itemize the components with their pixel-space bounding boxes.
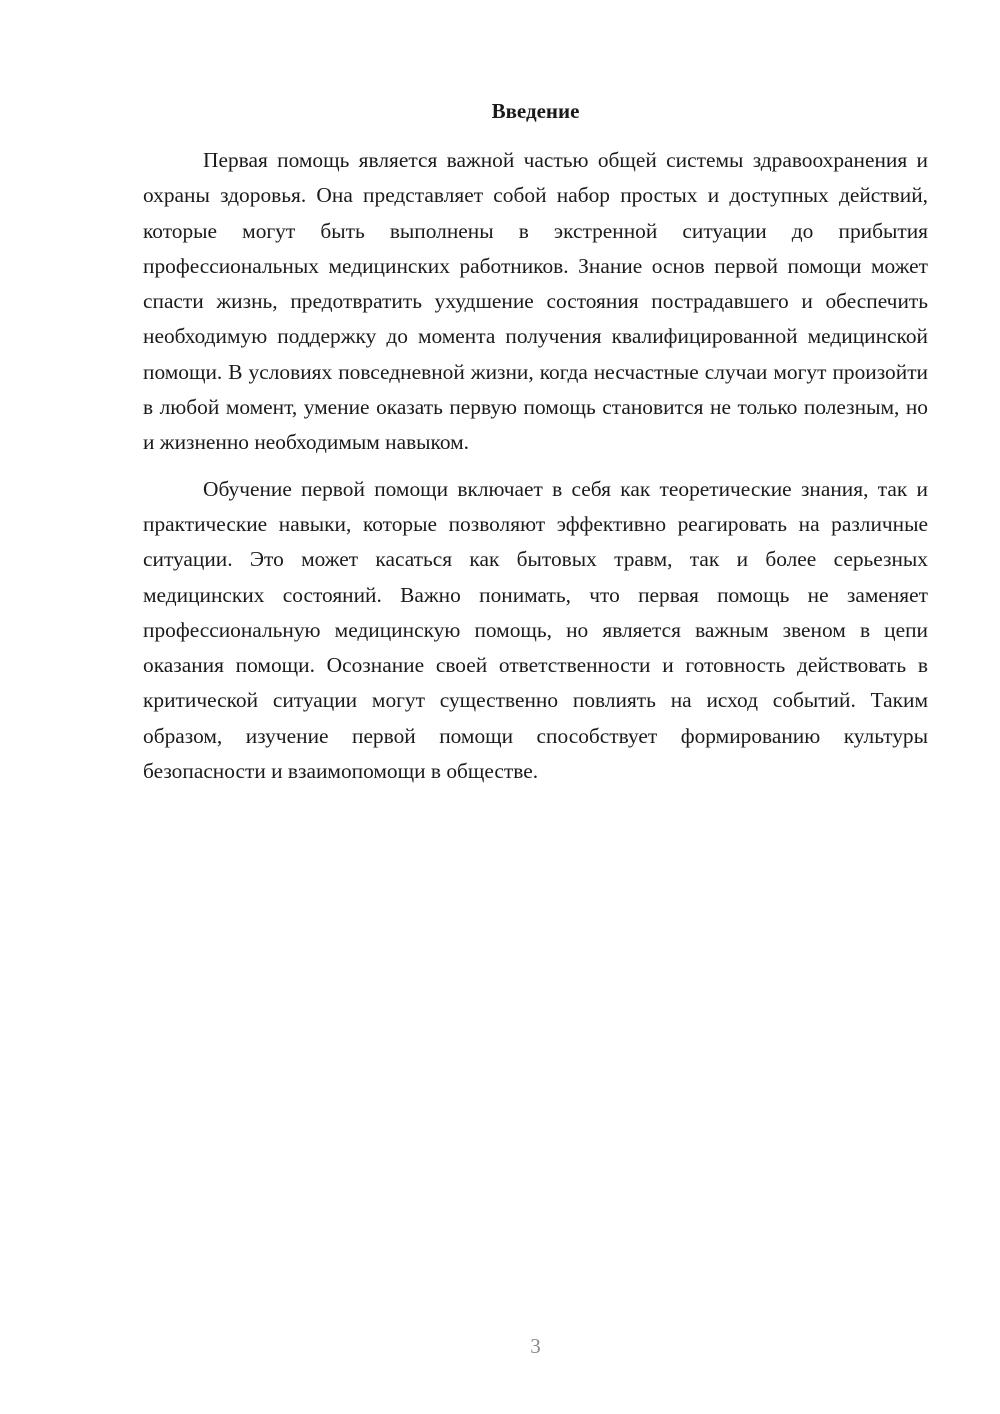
section-heading: Введение — [491, 99, 580, 123]
body-text — [143, 143, 928, 789]
paragraph: Обучение первой помощи включает в себя как теоретические знания, так и практические навыки, которые позволяют эффективно реагировать на различные ситуации. Это может касаться как бытовых травм, так и более серьезных медицинских состояний. Важно понимать, что первая помощь не заменяет профессиональную медицинскую помощь, но является важным звеном в цепи оказания помощи. Осознание своей ответственности и готовность действовать в критической ситуации могут существенно повлиять на исход событий. Таким образом, изучение первой помощи способствует формированию культуры безопасности и взаимопомощи в обществе. — [143, 476, 928, 784]
paragraph: Первая помощь является важной частью общей системы здравоохранения и охраны здоровья. Она представляет собой набор простых и доступных действий, которые могут быть выполнены в экстренной ситуации до прибытия профессиональных медицинских работников. Знание основ первой помощи может спасти жизнь, предотвратить ухудшение состояния пострадавшего и обеспечить необходимую поддержку до момента получения квалифицированной медицинской помощи. В условиях повседневной жизни, когда несчастные случаи могут произойти в любой момент, умение оказать первую помощь становится не только полезным, но и жизненно необходимым навыком. — [143, 148, 928, 455]
page-number: 3 — [530, 1334, 541, 1358]
